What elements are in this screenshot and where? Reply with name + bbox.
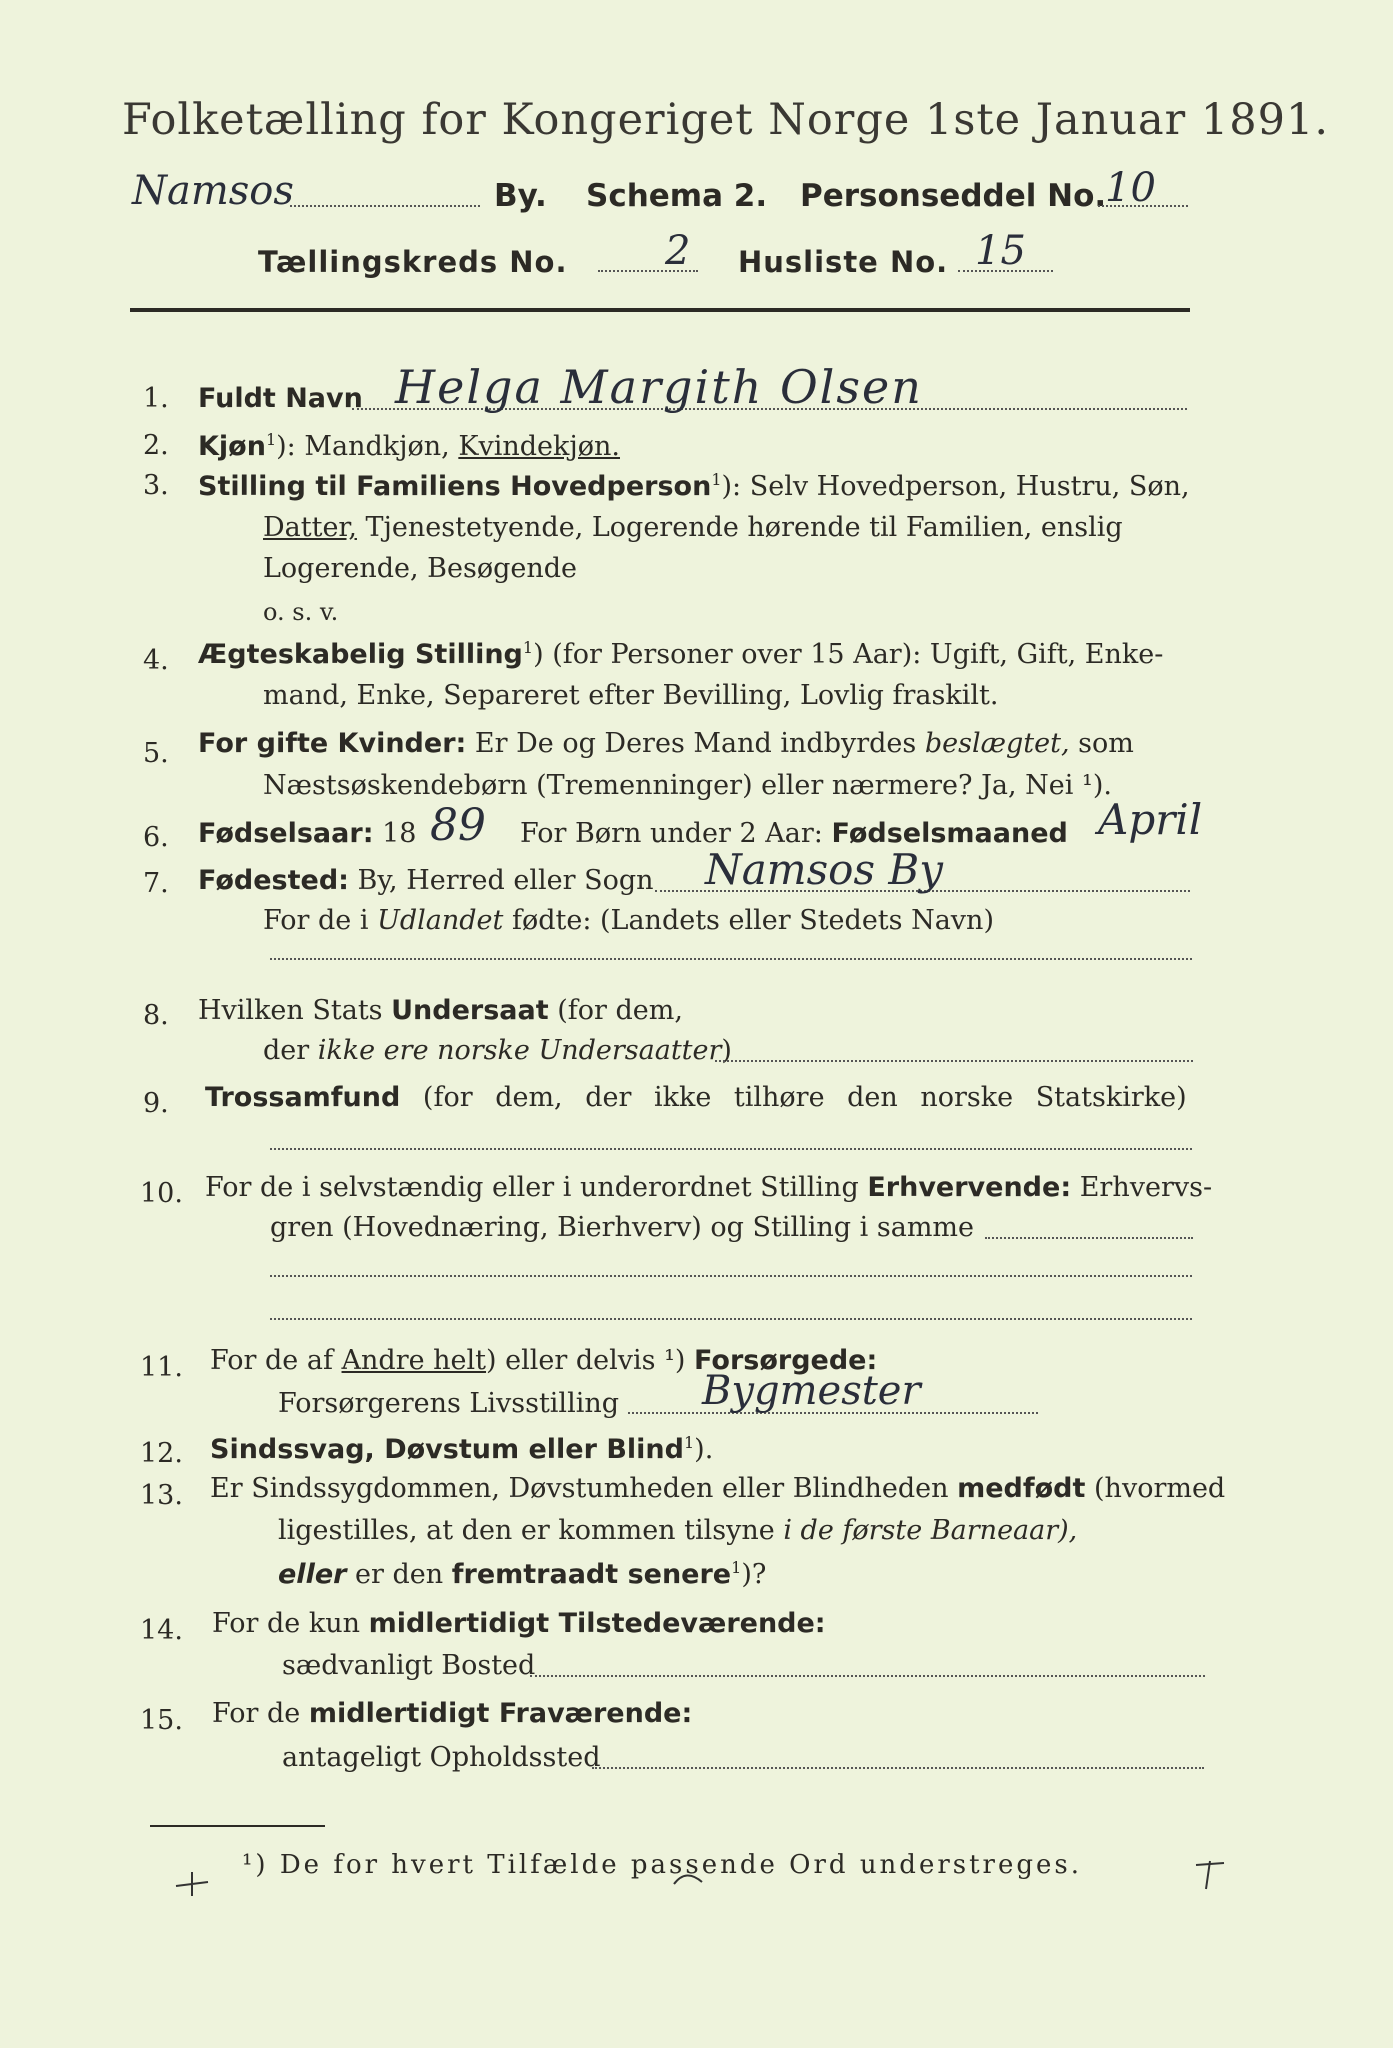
register-mark-left-icon bbox=[172, 1868, 212, 1898]
q3-text2a: Datter, bbox=[263, 512, 357, 543]
q10-label: Erhvervende: bbox=[867, 1172, 1072, 1203]
q5-text1b: beslægtet, bbox=[924, 728, 1070, 759]
q14-text1a: For de kun bbox=[212, 1608, 360, 1639]
q8-text2c: ) bbox=[721, 1035, 732, 1066]
q5-text1a: Er De og Deres Mand indbyrdes bbox=[474, 728, 917, 759]
q14-text2: sædvanligt Bosted bbox=[282, 1650, 536, 1681]
q15-text1a: For de bbox=[212, 1698, 301, 1729]
q9-number: 9. bbox=[143, 1088, 169, 1119]
q11-text2: Forsørgerens Livsstilling bbox=[278, 1388, 620, 1419]
city-dots bbox=[290, 205, 480, 207]
q8-number: 8. bbox=[143, 1000, 169, 1031]
q12-label: Sindssvag, Døvstum eller Blind bbox=[210, 1434, 684, 1465]
q10-text1b: Erhvervs- bbox=[1079, 1172, 1213, 1203]
q15-label: midlertidigt Fraværende: bbox=[308, 1698, 693, 1729]
q10-dots2 bbox=[270, 1275, 1192, 1277]
q4-text1: ) (for Personer over 15 Aar): Ugift, Gift, Enke- bbox=[533, 639, 1164, 670]
q5-line1 bbox=[198, 728, 1134, 759]
q2-text-b: Kvindekjøn. bbox=[458, 431, 620, 462]
q13-text3b: er den bbox=[355, 1559, 444, 1590]
q2-line bbox=[198, 430, 620, 462]
q7-line2 bbox=[263, 905, 994, 936]
q13-text1b: (hvormed bbox=[1094, 1473, 1226, 1504]
q13-text3c: )? bbox=[741, 1559, 767, 1590]
q8-text1b: (for dem, bbox=[557, 995, 683, 1026]
q7-text2b: Udlandet bbox=[377, 905, 504, 936]
q7-value: Namsos By bbox=[705, 845, 943, 894]
q6-text: For Børn under 2 Aar: bbox=[520, 818, 823, 849]
q11-number: 11. bbox=[140, 1352, 183, 1383]
q3-text2b: Tjenestetyende, Logerende hørende til Familien, enslig bbox=[365, 512, 1123, 543]
q11-label: Forsørgede: bbox=[694, 1345, 878, 1376]
q4-text2: mand, Enke, Separeret efter Bevilling, Lovlig fraskilt. bbox=[263, 680, 999, 711]
q13-text2b: i de første Barneaar), bbox=[783, 1515, 1078, 1546]
q15-line1 bbox=[212, 1698, 692, 1729]
q11-text1c: ) eller delvis ¹) bbox=[486, 1345, 686, 1376]
q9-line bbox=[205, 1082, 1187, 1113]
q7-line1 bbox=[198, 865, 654, 896]
q14-label: midlertidigt Tilstedeværende: bbox=[368, 1608, 826, 1639]
q7-text1: By, Herred eller Sogn bbox=[357, 865, 654, 896]
q15-number: 15. bbox=[140, 1705, 183, 1736]
q6-month: April bbox=[1098, 795, 1203, 844]
footnote: ¹) De for hvert Tilfælde passende Ord understreges. bbox=[242, 1850, 1083, 1880]
q11-text1a: For de af bbox=[210, 1345, 333, 1376]
q2-label: Kjøn bbox=[198, 431, 266, 462]
q6-label2: Fødselsmaaned bbox=[831, 818, 1068, 849]
q14-line1 bbox=[212, 1608, 826, 1639]
q3-number: 3. bbox=[143, 470, 169, 501]
q6-number: 6. bbox=[143, 822, 169, 853]
q14-number: 14. bbox=[140, 1615, 183, 1646]
q8-line1 bbox=[198, 995, 683, 1026]
kreds-dots bbox=[598, 270, 698, 272]
q5-number: 5. bbox=[143, 738, 169, 769]
q8-label: Undersaat bbox=[391, 995, 549, 1026]
city-value: Namsos bbox=[132, 168, 294, 214]
q8-text2b: ikke ere norske Undersaatter bbox=[317, 1035, 722, 1066]
kreds-label: Tællingskreds No. bbox=[258, 245, 568, 279]
q5-text1c: som bbox=[1078, 728, 1134, 759]
q10-line1 bbox=[205, 1172, 1212, 1203]
q13-line3: eller er den fremtraadt senere$^1$)? bbox=[278, 1558, 767, 1590]
q13-label2: fremtraadt senere bbox=[451, 1559, 732, 1590]
q13-number: 13. bbox=[140, 1480, 183, 1511]
q3-line2 bbox=[263, 512, 1123, 543]
q10-text1a: For de i selvstændig eller i underordnet Stilling bbox=[205, 1172, 859, 1203]
q13-line1 bbox=[210, 1473, 1225, 1504]
q12-text: ). bbox=[694, 1434, 714, 1465]
q3-text4: o. s. v. bbox=[263, 598, 339, 626]
q8-text1a: Hvilken Stats bbox=[198, 995, 383, 1026]
q7-label: Fødested: bbox=[198, 865, 349, 896]
q3-line1: Stilling til Familiens Hovedperson$^1$): Selv Hovedperson, Hustru, Søn, bbox=[198, 470, 1190, 502]
q8-line2 bbox=[263, 1035, 732, 1066]
footnote-rule bbox=[150, 1825, 325, 1827]
q6-prefix: 18 bbox=[382, 818, 417, 849]
husliste-dots bbox=[958, 270, 1053, 272]
q9-label: Trossamfund bbox=[205, 1082, 401, 1113]
kreds-value: 2 bbox=[665, 228, 691, 274]
personseddel-value: 10 bbox=[1105, 165, 1156, 211]
q4-number: 4. bbox=[143, 645, 169, 676]
q5-label: For gifte Kvinder: bbox=[198, 728, 467, 759]
q4-label: Ægteskabelig Stilling bbox=[198, 639, 523, 670]
q14-dots bbox=[530, 1675, 1205, 1677]
q1-label: Fuldt Navn bbox=[198, 383, 363, 414]
header-rule bbox=[130, 308, 1190, 312]
husliste-label: Husliste No. bbox=[738, 245, 949, 279]
q10-dots3 bbox=[270, 1318, 1192, 1320]
q12-line: Sindssvag, Døvstum eller Blind$^1$). bbox=[210, 1433, 714, 1465]
q7-dots2 bbox=[270, 958, 1192, 960]
by-label: By. bbox=[494, 178, 547, 214]
q10-number: 10. bbox=[140, 1178, 183, 1209]
q8-text2a: der bbox=[263, 1035, 310, 1066]
q9-text: (for dem, der ikke tilhøre den norske Statskirke) bbox=[422, 1082, 1187, 1113]
q1-number: 1. bbox=[143, 383, 169, 414]
q7-number: 7. bbox=[143, 868, 169, 899]
q6-label: Fødselsaar: bbox=[198, 818, 374, 849]
q11-text1b: Andre helt bbox=[341, 1345, 487, 1376]
q3-text1: ): Selv Hovedperson, Hustru, Søn, bbox=[721, 471, 1190, 502]
q4-line1: Ægteskabelig Stilling$^1$) (for Personer over 15 Aar): Ugift, Gift, Enke- bbox=[198, 638, 1164, 670]
q13-label: medfødt bbox=[957, 1473, 1086, 1504]
q7-text2a: For de i bbox=[263, 905, 369, 936]
register-mark-right-icon bbox=[1190, 1855, 1230, 1895]
q9-dots bbox=[270, 1148, 1192, 1150]
register-mark-center-icon bbox=[668, 1862, 708, 1892]
q11-value: Bygmester bbox=[702, 1368, 921, 1414]
q13-text2a: ligestilles, at den er kommen tilsyne bbox=[278, 1515, 775, 1546]
q1-value: Helga Margith Olsen bbox=[395, 360, 923, 414]
q6-year: 89 bbox=[430, 800, 486, 851]
schema-label: Schema 2. bbox=[586, 178, 768, 214]
q15-text2: antageligt Opholdssted bbox=[282, 1742, 601, 1773]
q10-dots1 bbox=[985, 1237, 1193, 1239]
personseddel-label: Personseddel No. bbox=[800, 178, 1107, 214]
q2-sup: 1 bbox=[265, 430, 277, 449]
q3-label: Stilling til Familiens Hovedperson bbox=[198, 471, 712, 502]
q13-text3a: eller bbox=[278, 1559, 347, 1590]
q12-number: 12. bbox=[140, 1438, 183, 1469]
q15-dots bbox=[592, 1767, 1204, 1769]
q2-number: 2. bbox=[143, 430, 169, 461]
q13-line2 bbox=[278, 1515, 1077, 1546]
q10-text2: gren (Hovednæring, Bierhverv) og Stilling i samme bbox=[270, 1212, 975, 1243]
q8-dots bbox=[715, 1060, 1193, 1062]
q3-text3: Logerende, Besøgende bbox=[263, 553, 577, 584]
q2-text-a: ): Mandkjøn, bbox=[276, 431, 450, 462]
personseddel-dots bbox=[1098, 205, 1188, 207]
form-title: Folketælling for Kongeriget Norge 1ste Januar 1891. bbox=[122, 95, 1330, 145]
q5-text2: Næstsøskendebørn (Tremenninger) eller nærmere? Ja, Nei ¹). bbox=[263, 770, 1112, 801]
q13-text1a: Er Sindssygdommen, Døvstumheden eller Blindheden bbox=[210, 1473, 949, 1504]
q7-text2c: fødte: (Landets eller Stedets Navn) bbox=[511, 905, 994, 936]
husliste-value: 15 bbox=[975, 228, 1026, 274]
q6-line bbox=[198, 818, 416, 849]
